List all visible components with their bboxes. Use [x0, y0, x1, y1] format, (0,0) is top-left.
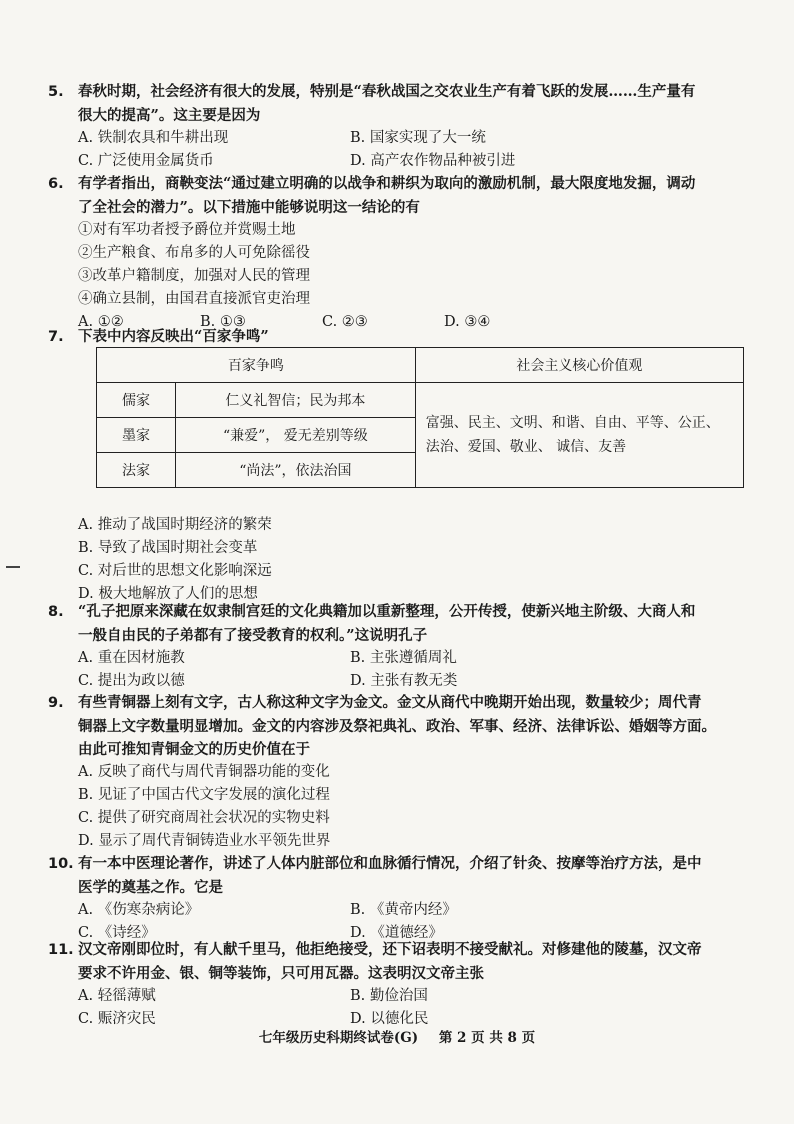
- question-stem: 汉文帝刚即位时，有人献千里马，他拒绝接受，还下诏表明不接受献礼。对修建他的陵墓，汉文帝: [78, 941, 702, 958]
- option-c[interactable]: C. ②③: [322, 314, 368, 330]
- option-a[interactable]: A. 推动了战国时期经济的繁荣: [78, 517, 272, 533]
- table-header-right: 社会主义核心价值观: [415, 348, 743, 383]
- question-number: 11.: [48, 942, 74, 958]
- option-c[interactable]: C. 赈济灾民: [78, 1011, 156, 1027]
- question-stem: 有学者指出，商鞅变法“通过建立明确的以战争和耕织为取向的激励机制，最大限度地发掘，调动: [78, 175, 696, 192]
- option-a[interactable]: A. 重在因材施教: [78, 650, 185, 666]
- statement-2: ②生产粮食、布帛多的人可免除徭役: [78, 245, 310, 261]
- question-11: [48, 938, 760, 1031]
- question-5: [48, 80, 760, 173]
- table-header-left: 百家争鸣: [97, 348, 416, 383]
- option-a[interactable]: A. 铁制农具和牛耕出现: [78, 130, 229, 146]
- school-cell: 墨家: [97, 418, 176, 453]
- scan-mark: [6, 566, 20, 568]
- statement-4: ④确立县制，由国君直接派官吏治理: [78, 291, 310, 307]
- core-values-cell: [415, 383, 743, 488]
- question-number: 8.: [48, 604, 64, 620]
- question-10: [48, 852, 760, 945]
- question-stem: 下表中内容反映出“百家争鸣”: [78, 328, 269, 345]
- question-stem-cont: 了全社会的潜力”。以下措施中能够说明这一结论的有: [78, 199, 420, 216]
- idea-cell: “尚法”，依法治国: [176, 453, 416, 488]
- option-b[interactable]: B. 主张遵循周礼: [350, 650, 457, 666]
- table-row: [97, 383, 744, 418]
- question-stem-cont: 很大的提高”。这主要是因为: [78, 107, 261, 124]
- option-a[interactable]: A. 反映了商代与周代青铜器功能的变化: [78, 764, 330, 780]
- question-stem-cont: 要求不许用金、银、铜等装饰，只可用瓦器。这表明汉文帝主张: [78, 965, 484, 982]
- option-d[interactable]: D. 高产农作物品种被引进: [350, 153, 516, 169]
- core-values-line: 富强、民主、文明、和谐、自由、平等、公正、: [425, 415, 720, 431]
- question-stem-cont: 医学的奠基之作。它是: [78, 879, 223, 896]
- idea-cell: “兼爱”， 爱无差别等级: [176, 418, 416, 453]
- question-stem: 有些青铜器上刻有文字，古人称这种文字为金文。金文从商代中晚期开始出现，数量较少；周代青: [78, 694, 702, 711]
- option-d[interactable]: D. 极大地解放了人们的思想: [78, 586, 258, 602]
- question-stem: 有一本中医理论著作，讲述了人体内脏部位和血脉循行情况，介绍了针灸、按摩等治疗方法，是中: [78, 855, 702, 872]
- option-b[interactable]: B. ①③: [200, 314, 246, 330]
- option-b[interactable]: B. 国家实现了大一统: [350, 130, 486, 146]
- question-stem: 春秋时期，社会经济有很大的发展，特别是“春秋战国之交农业生产有着飞跃的发展……生产量有: [78, 83, 696, 100]
- question-number: 10.: [48, 856, 74, 872]
- idea-cell: 仁义礼智信；民为邦本: [176, 383, 416, 418]
- page-number: 第 2 页 共 8 页: [438, 1030, 536, 1046]
- question-stem-cont: 铜器上文字数量明显增加。金文的内容涉及祭祀典礼、政治、军事、经济、法律诉讼、婚姻等方面。: [78, 718, 716, 735]
- comparison-table: [96, 347, 744, 488]
- option-c[interactable]: C. 提供了研究商周社会状况的实物史料: [78, 810, 330, 826]
- option-a[interactable]: A. 《伤寒杂病论》: [78, 902, 200, 918]
- school-cell: 儒家: [97, 383, 176, 418]
- question-7-options: [48, 514, 760, 606]
- question-number: 5.: [48, 84, 64, 100]
- option-b[interactable]: B. 见证了中国古代文字发展的演化过程: [78, 787, 330, 803]
- option-c[interactable]: C. 广泛使用金属货币: [78, 153, 214, 169]
- question-7: [48, 325, 760, 349]
- statement-3: ③改革户籍制度，加强对人民的管理: [78, 268, 310, 284]
- question-stem-cont: 一般自由民的子弟都有了接受教育的权利。”这说明孔子: [78, 627, 428, 644]
- option-d[interactable]: D. 显示了周代青铜铸造业水平领先世界: [78, 833, 331, 849]
- question-number: 7.: [48, 329, 64, 345]
- question-8: [48, 600, 760, 693]
- school-cell: 法家: [97, 453, 176, 488]
- question-6: [48, 172, 760, 334]
- option-d[interactable]: D. 主张有教无类: [350, 673, 458, 689]
- option-b[interactable]: B. 勤俭治国: [350, 988, 428, 1004]
- option-a[interactable]: A. 轻徭薄赋: [78, 988, 156, 1004]
- option-b[interactable]: B. 《黄帝内经》: [350, 902, 457, 918]
- exam-title: 七年级历史科期终试卷(G): [258, 1030, 419, 1046]
- question-stem-cont: 由此可推知青铜金文的历史价值在于: [78, 741, 310, 758]
- option-d[interactable]: D. ③④: [444, 314, 491, 330]
- statement-1: ①对有军功者授予爵位并赏赐土地: [78, 222, 296, 238]
- option-c[interactable]: C. 《诗经》: [78, 925, 156, 941]
- question-number: 9.: [48, 695, 64, 711]
- option-d[interactable]: D. 以德化民: [350, 1011, 429, 1027]
- question-9: [48, 691, 760, 853]
- option-d[interactable]: D. 《道德经》: [350, 925, 443, 941]
- option-c[interactable]: C. 提出为政以德: [78, 673, 185, 689]
- question-stem: “孔子把原来深藏在奴隶制宫廷的文化典籍加以重新整理，公开传授，使新兴地主阶级、大商人和: [78, 603, 696, 620]
- question-number: 6.: [48, 176, 64, 192]
- option-b[interactable]: B. 导致了战国时期社会变革: [78, 540, 258, 556]
- core-values-line: 法治、爱国、敬业、 诚信、友善: [425, 439, 627, 455]
- option-c[interactable]: C. 对后世的思想文化影响深远: [78, 563, 272, 579]
- option-a[interactable]: A. ①②: [78, 314, 124, 330]
- page-footer: [0, 1026, 794, 1046]
